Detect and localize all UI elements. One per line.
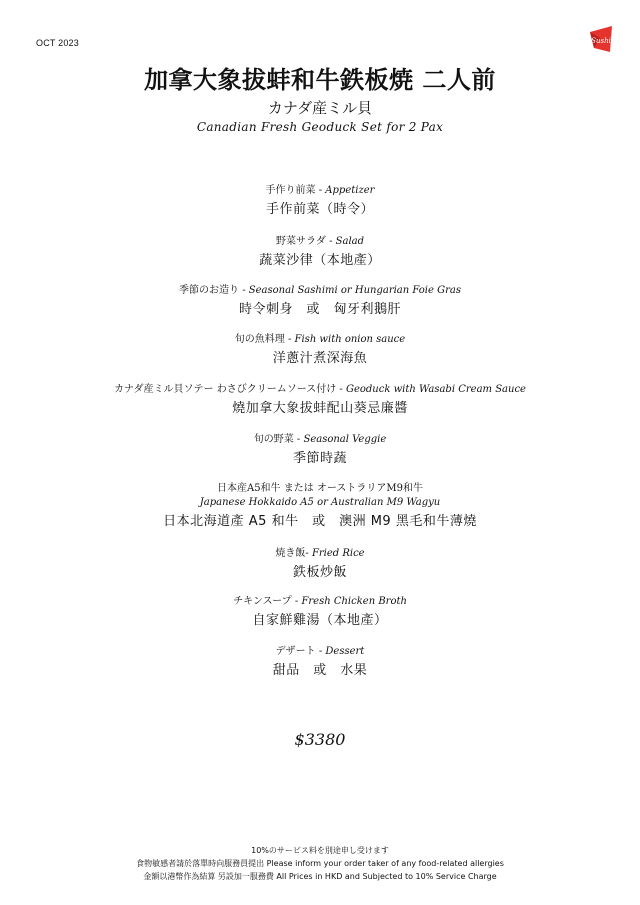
course-dish: 鉄板炒飯 bbox=[292, 565, 347, 580]
course-label-en: Fresh Chicken Broth bbox=[301, 596, 407, 607]
menu-price: $3380 bbox=[294, 730, 346, 749]
menu-subtitle-en: Canadian Fresh Geoduck Set for 2 Pax bbox=[196, 120, 444, 134]
course-label-en: Seasonal Veggie bbox=[303, 434, 387, 445]
course-dish: 蔬菜沙律（本地產） bbox=[259, 253, 381, 268]
course-fried-rice bbox=[0, 547, 640, 583]
course-label-jp: 手作り前菜 bbox=[265, 185, 316, 196]
course-dish: 洋蔥汁煮深海魚 bbox=[272, 351, 368, 366]
course-label-en: Japanese Hokkaido A5 or Australian M9 Wagyu bbox=[199, 497, 441, 508]
course-dish: 時令刺身 或 匈牙利鵝肝 bbox=[238, 302, 401, 317]
course-label: 旬の魚料理 - Fish with onion sauce bbox=[234, 334, 406, 345]
course-dish: 手作前菜（時令） bbox=[265, 202, 374, 217]
course-veggie bbox=[0, 433, 640, 469]
course-label-en: Seasonal Sashimi or Hungarian Foie Gras bbox=[248, 285, 461, 296]
course-label-jp: チキンスープ bbox=[233, 596, 292, 607]
course-salad bbox=[0, 235, 640, 271]
course-chicken-broth bbox=[0, 595, 640, 631]
menu-date: OCT 2023 bbox=[36, 38, 79, 48]
course-dish: 自家鮮雞湯（本地產） bbox=[252, 613, 388, 628]
course-dish: 日本北海道產 A5 和牛 或 澳洲 M9 黑毛和牛薄燒 bbox=[163, 514, 477, 529]
course-label-en: Salad bbox=[335, 236, 365, 247]
course-fish bbox=[0, 333, 640, 369]
course-dessert bbox=[0, 645, 640, 681]
course-label-en: Fried Rice bbox=[311, 548, 365, 559]
footer-price-note: 金額以港幣作為結算 另設加一服務費 All Prices in HKD and Subjected to 10% Service Charge bbox=[143, 872, 497, 881]
course-label: 旬の野菜 - Seasonal Veggie bbox=[253, 434, 387, 445]
red-paper-flag-logo-icon bbox=[588, 24, 614, 54]
course-dish: 燒加拿大象拔蚌配山葵忌廉醬 bbox=[232, 401, 408, 416]
course-label: デザート - Dessert bbox=[275, 646, 365, 657]
menu-title: 加拿大象拔蚌和牛鉄板焼 二人前 bbox=[144, 66, 496, 94]
course-label-en: Dessert bbox=[325, 646, 365, 657]
footer-notes bbox=[0, 844, 640, 883]
course-label-en: Geoduck with Wasabi Cream Sauce bbox=[345, 384, 526, 395]
menu-subtitle-jp: カナダ産ミル貝 bbox=[267, 99, 373, 117]
course-label-jp: デザート bbox=[275, 646, 316, 657]
course-label: 焼き飯- Fried Rice bbox=[275, 548, 365, 559]
course-label: 季節のお造り - Seasonal Sashimi or Hungarian Foie Gras bbox=[179, 285, 461, 296]
course-label-jp: 焼き飯 bbox=[275, 548, 306, 559]
svg-text:Sushi: Sushi bbox=[591, 37, 611, 45]
course-label-jp: 野菜サラダ bbox=[275, 236, 326, 247]
course-label-jp: 旬の野菜 bbox=[253, 434, 294, 445]
course-wagyu bbox=[0, 482, 640, 532]
course-label: 野菜サラダ - Salad bbox=[275, 236, 365, 247]
course-label-jp: 日本産A5和牛 または オーストラリアM9和牛 bbox=[216, 483, 424, 494]
course-label: カナダ産ミル貝ソテー わさびクリームソース付け - Geoduck with Wasabi Cream Sauce bbox=[114, 384, 526, 395]
course-dish: 甜品 或 水果 bbox=[272, 663, 368, 678]
course-label-jp: 季節のお造り bbox=[179, 285, 240, 296]
course-label: チキンスープ - Fresh Chicken Broth bbox=[233, 596, 407, 607]
course-label: 手作り前菜 - Appetizer bbox=[265, 185, 375, 196]
course-label-en: Fish with onion sauce bbox=[294, 334, 406, 345]
footer-service-charge-jp: 10%のサービス料を別途申し受けます bbox=[251, 846, 389, 855]
course-geoduck bbox=[0, 383, 640, 419]
footer-allergy-note: 食物敏感者請於落單時向服務員提出 Please inform your order taker of any food-related allergies bbox=[136, 859, 504, 868]
course-dish: 季節時蔬 bbox=[292, 451, 347, 466]
course-appetizer bbox=[0, 184, 640, 220]
course-label-en: Appetizer bbox=[325, 185, 375, 196]
course-label-jp: 旬の魚料理 bbox=[234, 334, 285, 345]
course-label-jp: カナダ産ミル貝ソテー わさびクリームソース付け bbox=[114, 384, 337, 395]
course-sashimi bbox=[0, 284, 640, 320]
